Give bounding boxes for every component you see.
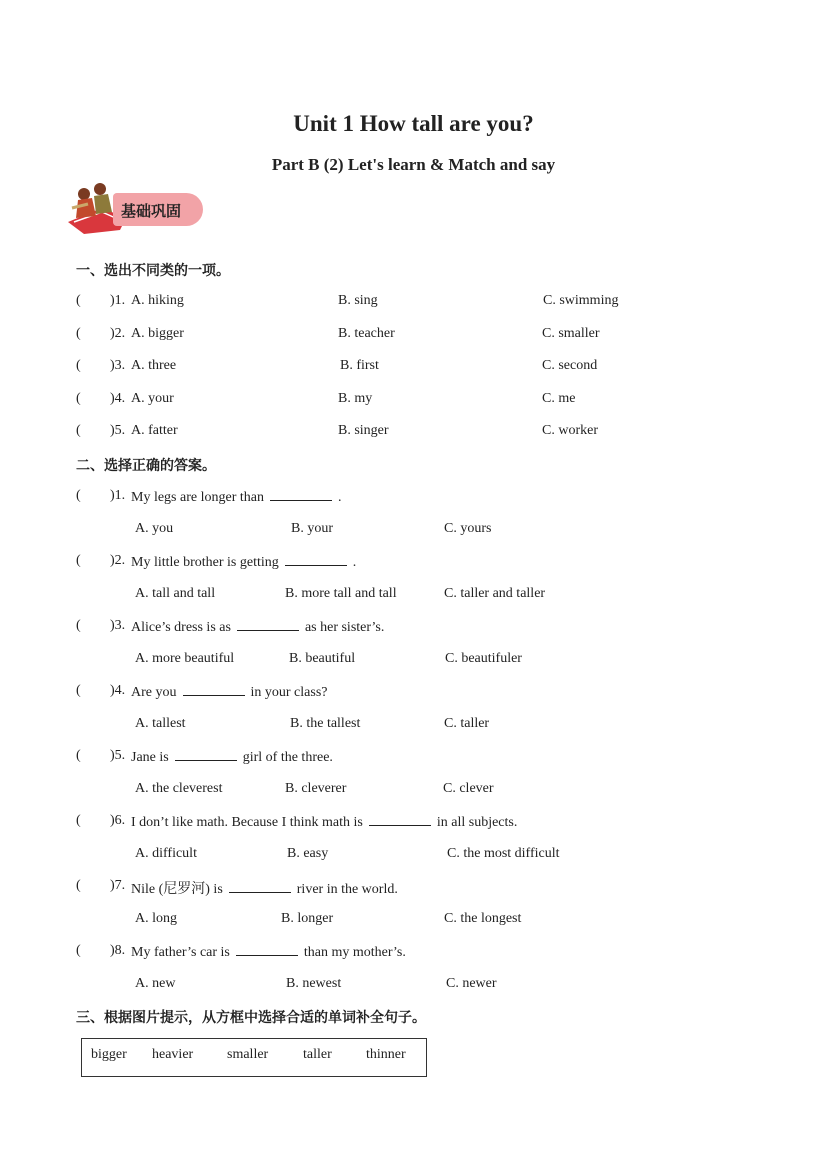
option-c: C. worker <box>542 423 598 438</box>
option-b: B. easy <box>287 846 329 861</box>
option-c: C. taller <box>444 716 490 731</box>
option-c: C. clever <box>443 781 494 796</box>
answer-blank <box>369 813 431 826</box>
stem-after-blank: than my mother’s. <box>303 945 406 960</box>
answer-paren: ( <box>76 618 81 633</box>
stem-after-blank: as her sister’s. <box>304 620 385 635</box>
answer-paren: ( <box>76 553 81 568</box>
stem-before-blank: My legs are longer than <box>131 490 264 505</box>
stem-after-blank: . <box>337 490 342 505</box>
answer-paren: ( <box>76 488 81 503</box>
question-number: )3. <box>110 618 126 633</box>
option-b: B. cleverer <box>285 781 347 796</box>
question-number: )2. <box>110 553 126 568</box>
answer-blank <box>270 488 332 501</box>
option-b: B. teacher <box>338 326 395 341</box>
answer-paren: ( <box>76 358 81 373</box>
answer-blank <box>229 880 291 893</box>
option-a: A. new <box>135 976 176 991</box>
stem-before-blank: Alice’s dress is as <box>131 620 231 635</box>
answer-blank <box>175 748 237 761</box>
question-stem <box>131 683 327 701</box>
stem-before-blank: Jane is <box>131 750 169 765</box>
option-b: B. singer <box>338 423 389 438</box>
question-number: )6. <box>110 813 126 828</box>
answer-paren: ( <box>76 391 81 406</box>
answer-paren: ( <box>76 326 81 341</box>
option-c: C. me <box>542 391 576 406</box>
option-c: C. second <box>542 358 598 373</box>
word-bank-item: heavier <box>152 1047 194 1062</box>
stem-before-blank: My little brother is getting <box>131 555 279 570</box>
option-b: B. sing <box>338 293 378 308</box>
option-c: C. taller and taller <box>444 586 546 601</box>
question-stem <box>131 488 341 506</box>
question-number: )3. <box>110 358 126 373</box>
section1-heading: 一、选出不同类的一项。 <box>76 263 230 279</box>
answer-paren: ( <box>76 943 81 958</box>
stem-before-blank: Are you <box>131 685 177 700</box>
question-stem <box>131 943 406 961</box>
option-a: A. hiking <box>131 293 184 308</box>
question-number: )8. <box>110 943 126 958</box>
option-c: C. the most difficult <box>447 846 560 861</box>
question-number: )7. <box>110 878 126 893</box>
answer-blank <box>236 943 298 956</box>
option-a: A. more beautiful <box>135 651 235 666</box>
option-a: A. tall and tall <box>135 586 216 601</box>
option-b: B. more tall and tall <box>285 586 397 601</box>
section2-heading: 二、选择正确的答案。 <box>76 458 216 474</box>
stem-before-blank: I don’t like math. Because I think math is <box>131 815 363 830</box>
option-a: A. long <box>135 911 177 926</box>
word-bank-item: taller <box>303 1047 332 1062</box>
page-subtitle: Part B (2) Let's learn & Match and say <box>271 155 556 174</box>
option-a: A. the cleverest <box>135 781 223 796</box>
answer-blank <box>237 618 299 631</box>
stem-after-blank: river in the world. <box>296 882 398 897</box>
option-b: B. beautiful <box>289 651 356 666</box>
option-a: A. you <box>135 521 174 536</box>
option-c: C. smaller <box>542 326 600 341</box>
question-number: )2. <box>110 326 126 341</box>
option-a: A. difficult <box>135 846 197 861</box>
stem-after-blank: girl of the three. <box>242 750 333 765</box>
question-stem <box>131 878 398 898</box>
question-number: )4. <box>110 391 126 406</box>
option-a: A. three <box>131 358 177 373</box>
option-a: A. bigger <box>131 326 184 341</box>
answer-paren: ( <box>76 813 81 828</box>
section3-heading: 三、根据图片提示，从方框中选择合适的单词补全句子。 <box>76 1010 426 1026</box>
stem-after-blank: in all subjects. <box>436 815 518 830</box>
answer-paren: ( <box>76 293 81 308</box>
question-number: )1. <box>110 293 126 308</box>
answer-paren: ( <box>76 878 81 893</box>
question-number: )1. <box>110 488 126 503</box>
answer-blank <box>183 683 245 696</box>
option-b: B. the tallest <box>290 716 361 731</box>
option-c: C. newer <box>446 976 497 991</box>
option-c: C. swimming <box>543 293 619 308</box>
option-c: C. beautifuler <box>445 651 522 666</box>
option-c: C. yours <box>444 521 492 536</box>
stem-after-blank: . <box>352 555 357 570</box>
stem-after-blank: in your class? <box>250 685 328 700</box>
option-b: B. your <box>291 521 333 536</box>
word-bank-item: thinner <box>366 1047 406 1062</box>
option-b: B. my <box>338 391 373 406</box>
answer-paren: ( <box>76 423 81 438</box>
word-bank-item: bigger <box>91 1047 127 1062</box>
question-stem <box>131 813 517 831</box>
stem-before-blank: My father’s car is <box>131 945 230 960</box>
question-stem <box>131 748 333 766</box>
question-number: )5. <box>110 423 126 438</box>
option-a: A. tallest <box>135 716 186 731</box>
option-a: A. your <box>131 391 174 406</box>
option-a: A. fatter <box>131 423 178 438</box>
question-number: )4. <box>110 683 126 698</box>
question-stem <box>131 553 356 571</box>
badge-label: 基础巩固 <box>121 202 182 220</box>
option-b: B. newest <box>286 976 342 991</box>
word-bank-item: smaller <box>227 1047 269 1062</box>
question-stem <box>131 618 384 636</box>
question-number: )5. <box>110 748 126 763</box>
answer-paren: ( <box>76 683 81 698</box>
option-b: B. first <box>340 358 379 373</box>
answer-paren: ( <box>76 748 81 763</box>
option-c: C. the longest <box>444 911 522 926</box>
stem-before-blank: Nile (尼罗河) is <box>131 882 223 897</box>
answer-blank <box>285 553 347 566</box>
page-title: Unit 1 How tall are you? <box>293 111 534 136</box>
option-b: B. longer <box>281 911 334 926</box>
